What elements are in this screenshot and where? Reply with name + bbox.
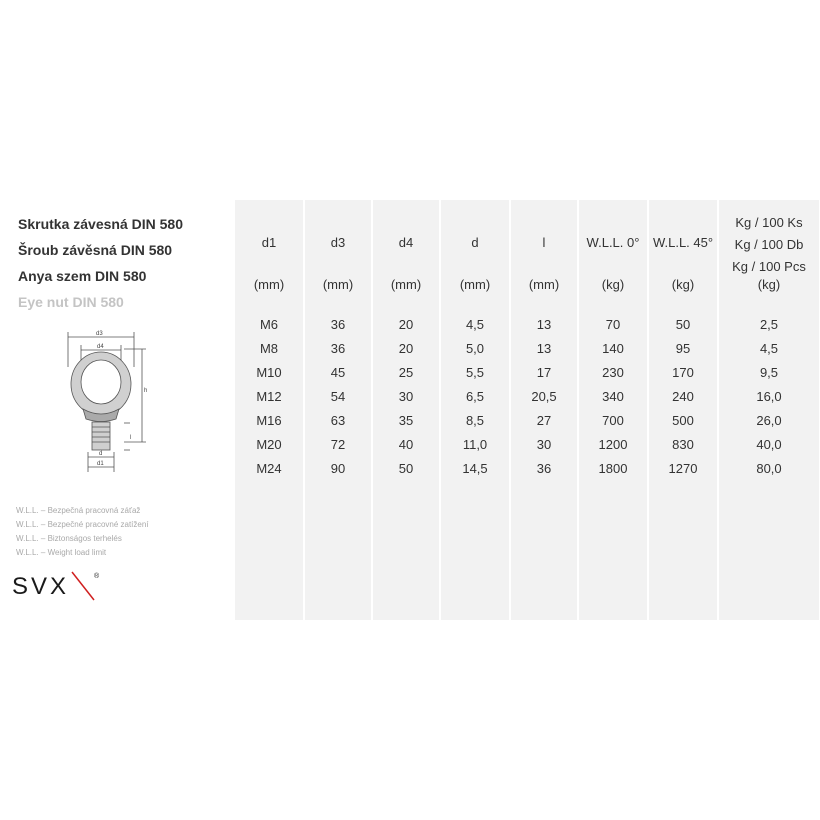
unit-d4: (mm) (390, 277, 422, 292)
cell-d1: M8 (259, 341, 279, 356)
dim-h: h (144, 388, 148, 394)
cell-d: 11,0 (462, 437, 488, 452)
title-sk: Skrutka závesná DIN 580 (18, 216, 183, 232)
cell-wll-45: 1270 (668, 461, 698, 476)
cell-l: 30 (536, 437, 552, 452)
unit-weight: (kg) (757, 277, 781, 292)
cell-d: 5,5 (465, 365, 485, 380)
cell-d4: 30 (398, 389, 414, 404)
product-titles (18, 214, 183, 318)
header-l: l (542, 235, 546, 250)
cell-weight: 40,0 (756, 437, 782, 452)
cell-wll-0: 1800 (598, 461, 628, 476)
cell-d3: 36 (330, 341, 346, 356)
cell-l: 13 (536, 317, 552, 332)
cell-d3: 54 (330, 389, 346, 404)
svx-logo (12, 568, 102, 602)
cell-d: 8,5 (465, 413, 485, 428)
cell-d3: 45 (330, 365, 346, 380)
cell-wll-45: 500 (672, 413, 694, 428)
note-sk: W.L.L. – Bezpečná pracovná záťaž (16, 506, 141, 515)
cell-weight: 16,0 (756, 389, 782, 404)
cell-d1: M24 (256, 461, 282, 476)
cell-wll-45: 50 (675, 317, 691, 332)
cell-d4: 20 (398, 341, 414, 356)
unit-d3: (mm) (322, 277, 354, 292)
cell-wll-0: 140 (602, 341, 624, 356)
cell-d4: 40 (398, 437, 414, 452)
logo-text: SVX (12, 573, 70, 600)
cell-wll-0: 230 (602, 365, 624, 380)
cell-wll-45: 170 (672, 365, 694, 380)
cell-d3: 63 (330, 413, 346, 428)
cell-weight: 9,5 (759, 365, 779, 380)
eye-nut-drawing (58, 327, 168, 477)
cell-d: 6,5 (465, 389, 485, 404)
cell-d1: M20 (256, 437, 282, 452)
header-d3: d3 (330, 235, 346, 250)
header-wll-45: W.L.L. 45° (652, 235, 714, 250)
header-weight-ks: Kg / 100 Ks (735, 215, 803, 230)
cell-d: 5,0 (465, 341, 485, 356)
title-hu: Anya szem DIN 580 (18, 268, 147, 284)
cell-d1: M12 (256, 389, 282, 404)
cell-l: 20,5 (531, 389, 557, 404)
cell-d3: 72 (330, 437, 346, 452)
header-d4: d4 (398, 235, 414, 250)
cell-d4: 25 (398, 365, 414, 380)
cell-weight: 2,5 (759, 317, 779, 332)
cell-d1: M6 (259, 317, 279, 332)
cell-l: 17 (536, 365, 552, 380)
unit-d: (mm) (459, 277, 491, 292)
column-wll-45 (649, 200, 717, 620)
header-weight-pcs: Kg / 100 Pcs (732, 259, 806, 274)
note-en: W.L.L. – Weight load limit (16, 548, 107, 557)
cell-d4: 50 (398, 461, 414, 476)
column-d3 (305, 200, 371, 620)
cell-d4: 35 (398, 413, 414, 428)
cell-d4: 20 (398, 317, 414, 332)
cell-weight: 80,0 (756, 461, 782, 476)
column-d4 (373, 200, 439, 620)
dim-l: l (130, 435, 132, 441)
cell-d1: M10 (256, 365, 282, 380)
dim-d1: d1 (97, 461, 104, 467)
title-en: Eye nut DIN 580 (18, 294, 124, 310)
cell-d1: M16 (256, 413, 282, 428)
dim-d4: d4 (97, 344, 104, 350)
column-wll-0 (579, 200, 647, 620)
cell-weight: 4,5 (759, 341, 779, 356)
column-d1 (235, 200, 303, 620)
header-d: d (471, 235, 479, 250)
cell-weight: 26,0 (756, 413, 782, 428)
cell-l: 36 (536, 461, 552, 476)
header-d1: d1 (261, 235, 277, 250)
note-cz: W.L.L. – Bezpečné pracovné zatížení (16, 520, 149, 529)
cell-wll-0: 1200 (598, 437, 628, 452)
cell-wll-0: 700 (602, 413, 624, 428)
note-hu: W.L.L. – Biztonságos terhelés (16, 534, 122, 543)
dim-d: d (99, 451, 103, 457)
cell-wll-45: 830 (672, 437, 694, 452)
cell-wll-0: 340 (602, 389, 624, 404)
cell-l: 13 (536, 341, 552, 356)
cell-d: 14,5 (462, 461, 488, 476)
column-l (511, 200, 577, 620)
cell-wll-45: 240 (672, 389, 694, 404)
title-cz: Šroub závěsná DIN 580 (18, 242, 173, 258)
cell-d: 4,5 (465, 317, 485, 332)
logo-registered-mark: ® (94, 573, 100, 580)
unit-wll-0: (kg) (601, 277, 625, 292)
unit-wll-45: (kg) (671, 277, 695, 292)
cell-wll-45: 95 (675, 341, 691, 356)
unit-d1: (mm) (253, 277, 285, 292)
header-wll-0: W.L.L. 0° (586, 235, 640, 250)
column-d (441, 200, 509, 620)
header-weight-db: Kg / 100 Db (734, 237, 804, 252)
cell-l: 27 (536, 413, 552, 428)
cell-wll-0: 70 (605, 317, 621, 332)
cell-d3: 90 (330, 461, 346, 476)
dim-d3: d3 (96, 331, 103, 337)
unit-l: (mm) (528, 277, 560, 292)
column-weight-per-100 (719, 200, 819, 620)
wll-notes (16, 504, 149, 560)
cell-d3: 36 (330, 317, 346, 332)
